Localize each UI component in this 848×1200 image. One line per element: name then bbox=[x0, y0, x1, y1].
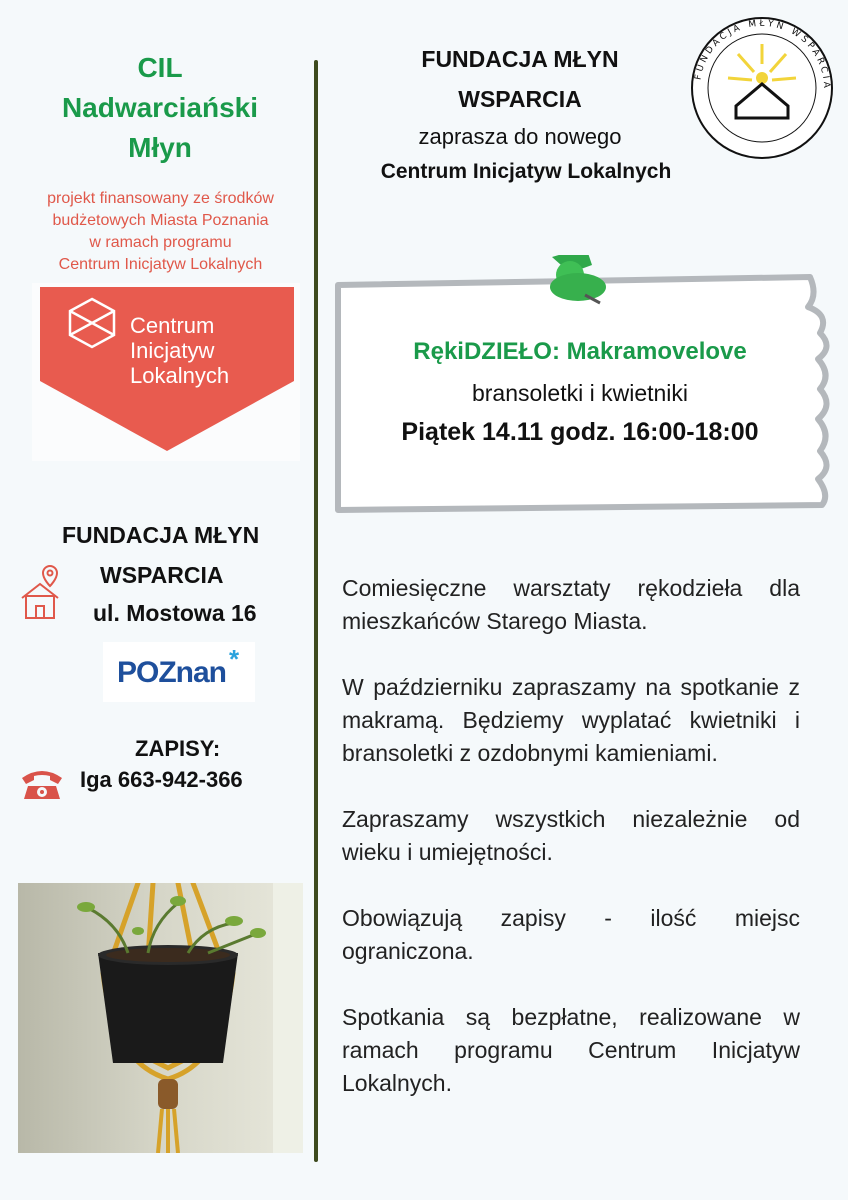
cil-title-line: Nadwarciański bbox=[61, 92, 259, 123]
foundation-name-line1: FUNDACJA MŁYN bbox=[62, 522, 260, 548]
event-title: RękiDZIEŁO: Makramovelove bbox=[413, 338, 747, 365]
centre-name: Centrum Inicjatyw Lokalnych bbox=[380, 160, 672, 183]
cil-logo-line: Inicjatyw bbox=[130, 338, 215, 363]
description-paragraph: W październiku zapraszamy na spotkanie z makramą. Będziemy wyplatać kwietniki i bransoletki z ozdobnymi kamieniami. bbox=[342, 674, 800, 766]
macrame-plant-photo bbox=[18, 883, 303, 1153]
cil-title-line: CIL bbox=[137, 52, 183, 83]
invite-text: zaprasza do nowego bbox=[418, 124, 622, 149]
cil-logo-line: Centrum bbox=[130, 313, 215, 338]
event-subtitle: bransoletki i kwietniki bbox=[471, 380, 689, 406]
vertical-divider bbox=[314, 60, 318, 1162]
description-paragraph: Zapraszamy wszystkich niezależnie od wieku i umiejętności. bbox=[342, 806, 800, 865]
header-foundation-line1: FUNDACJA MŁYN bbox=[421, 46, 619, 72]
house-pin-icon bbox=[18, 562, 66, 629]
cil-logo bbox=[32, 283, 300, 461]
header-foundation-line2: WSPARCIA bbox=[458, 86, 582, 112]
event-date: Piątek 14.11 godz. 16:00-18:00 bbox=[401, 418, 759, 446]
foundation-name-line2: WSPARCIA bbox=[100, 562, 224, 588]
round-logo-text: FUNDACJA MŁYN WSPARCIA bbox=[693, 18, 832, 92]
asterisk-icon: * bbox=[229, 644, 240, 674]
funding-line: budżetowych Miasta Poznania bbox=[52, 212, 269, 229]
funding-line: Centrum Inicjatyw Lokalnych bbox=[58, 256, 263, 273]
address: ul. Mostowa 16 bbox=[93, 600, 257, 626]
phone-icon bbox=[18, 766, 66, 807]
cil-logo-line: Lokalnych bbox=[130, 363, 230, 388]
funding-line: w ramach programu bbox=[89, 234, 232, 251]
pushpin-icon bbox=[550, 255, 606, 303]
foundation-round-logo bbox=[688, 14, 836, 167]
cil-logo-text bbox=[130, 313, 229, 388]
signup-phone: Iga 663-942-366 bbox=[80, 767, 243, 792]
description-paragraph: Comiesięczne warsztaty rękodzieła dla mieszkańców Starego Miasta. bbox=[342, 575, 800, 634]
description bbox=[342, 572, 800, 1133]
funding-note bbox=[18, 188, 303, 276]
description-paragraph: Spotkania są bezpłatne, realizowane w ramach programu Centrum Inicjatyw Lokalnych. bbox=[342, 1004, 800, 1096]
funding-line: projekt finansowany ze środków bbox=[47, 190, 274, 207]
poznan-logo bbox=[103, 642, 255, 702]
description-paragraph: Obowiązują zapisy - ilość miejsc ograniczona. bbox=[342, 905, 800, 964]
poznan-logo-text: POZnan bbox=[117, 656, 227, 689]
cil-title bbox=[20, 48, 300, 168]
signup-label: ZAPISY: bbox=[135, 736, 221, 761]
cil-title-line: Młyn bbox=[128, 132, 192, 163]
